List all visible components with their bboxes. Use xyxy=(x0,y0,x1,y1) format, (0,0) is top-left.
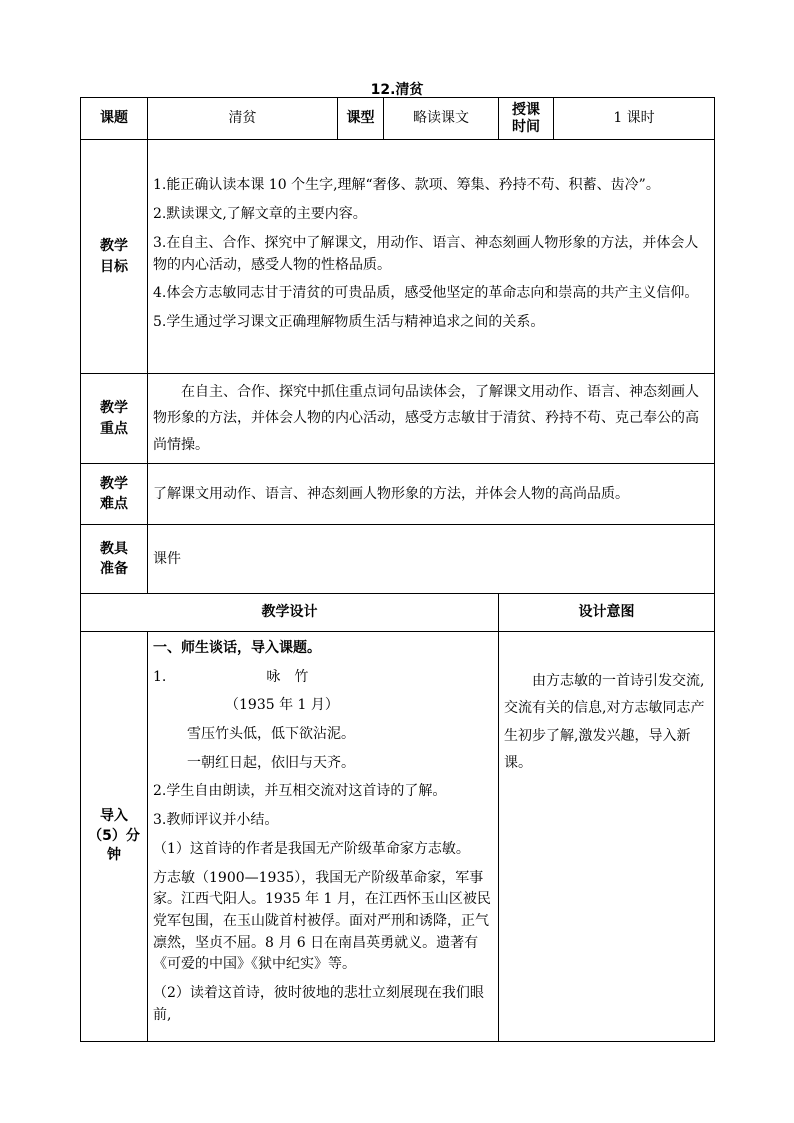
key-points-label-line2: 重点 xyxy=(100,420,128,437)
difficulties-label xyxy=(81,464,148,525)
objective-item: 1.能正确认读本课 10 个生字,理解“奢侈、款项、筹集、矜持不苟、积蓄、齿冷”。 xyxy=(153,177,660,194)
note-item: （2）读着这首诗，彼时彼地的悲壮立刻展现在我们眼前, xyxy=(153,984,484,1023)
intent-text: 由方志敏的一首诗引发交流,交流有关的信息,对方志敏同志产生初步了解,激发兴趣，导入新课。 xyxy=(504,673,705,771)
time-label xyxy=(499,98,554,140)
materials-row xyxy=(81,525,715,594)
poem-date: （1935 年 1 月） xyxy=(225,697,339,714)
objectives-label-line2: 目标 xyxy=(100,258,128,275)
materials-label xyxy=(81,525,148,594)
step-item: 3.教师评议并小结。 xyxy=(153,812,279,829)
lead-in-content xyxy=(148,632,499,1042)
materials-label-line1: 教具 xyxy=(100,540,128,557)
materials-label-line2: 准备 xyxy=(100,561,128,577)
objectives-label-line1: 教学 xyxy=(100,238,128,255)
course-label: 课题 xyxy=(81,98,148,140)
page-title: 12.清贫 xyxy=(370,82,424,98)
objective-item: 2.默读课文,了解文章的主要内容。 xyxy=(153,206,367,223)
lead-in-label xyxy=(81,632,148,1042)
type-value: 略读课文 xyxy=(384,98,499,140)
header-row xyxy=(81,98,715,140)
time-value: 1 课时 xyxy=(554,98,715,140)
objective-item: 4.体会方志敏同志甘于清贫的可贵品质，感受他坚定的革命志向和崇高的共产主义信仰。 xyxy=(153,285,699,302)
key-points-cell xyxy=(148,374,715,464)
key-points-label xyxy=(81,374,148,464)
difficulties-text: 了解课文用动作、语言、神态刻画人物形象的方法，并体会人物的高尚品质。 xyxy=(148,464,715,525)
key-points-text: 在自主、合作、探究中抓住重点词句品读体会，了解课文用动作、语言、神态刻画人物形象的方法，并体会人物的内心活动，感受方志敏甘于清贫、矜持不苟、克己奉公的高尚情操。 xyxy=(153,383,699,453)
intent-cell xyxy=(499,632,715,1042)
poem-title: 咏 竹 xyxy=(266,668,309,685)
difficulties-label-line2: 难点 xyxy=(100,496,128,512)
bio-paragraph: 方志敏（1900—1935），我国无产阶级革命家，军事家。江西弋阳人。1935 年 1 月，在江西怀玉山区被民党军包围，在玉山陇首村被俘。面对严刑和诱降，正气凛然，坚贞不屈。8 月 6 日在南昌英勇就义。遗著有《可爱的中国》《狱中纪实》等。 xyxy=(153,869,491,973)
intent-header: 设计意图 xyxy=(499,594,715,632)
time-label-line2: 时间 xyxy=(512,118,540,135)
objectives-row xyxy=(81,140,715,374)
step-item: 2.学生自由朗读，并互相交流对这首诗的了解。 xyxy=(153,783,447,800)
key-points-label-line1: 教学 xyxy=(100,400,128,417)
design-header: 教学设计 xyxy=(81,594,499,632)
type-label: 课型 xyxy=(338,98,384,140)
section-heading: 一、师生谈话，导入课题。 xyxy=(153,640,321,656)
key-points-row xyxy=(81,374,715,464)
objectives-label xyxy=(81,140,148,374)
difficulties-row xyxy=(81,464,715,525)
difficulties-label-line1: 教学 xyxy=(100,475,128,492)
note-item: （1）这首诗的作者是我国无产阶级革命家方志敏。 xyxy=(153,840,470,857)
objective-item: 3.在自主、合作、探究中了解课文，用动作、语言、神态刻画人物形象的方法，并体会人物的内心活动，感受人物的性格品质。 xyxy=(153,234,699,273)
poem-line: 一朝红日起，依旧与天齐。 xyxy=(187,754,355,771)
course-value: 清贫 xyxy=(148,98,338,140)
lead-in-label-line3: 钟 xyxy=(107,847,121,864)
materials-text: 课件 xyxy=(148,525,715,594)
poem-number: 1. xyxy=(153,668,167,685)
lesson-plan-table xyxy=(80,97,715,1042)
objective-item: 5.学生通过学习课文正确理解物质生活与精神追求之间的关系。 xyxy=(153,313,545,330)
lead-in-label-line1: 导入 xyxy=(100,808,128,825)
lead-in-row xyxy=(81,632,715,1042)
time-label-line1: 授课 xyxy=(512,101,540,118)
objectives-content xyxy=(148,140,715,374)
design-header-row xyxy=(81,594,715,632)
lead-in-label-line2: （5）分 xyxy=(88,827,140,844)
poem-line: 雪压竹头低，低下欲沾泥。 xyxy=(187,726,355,743)
poem-title-line xyxy=(153,667,493,689)
